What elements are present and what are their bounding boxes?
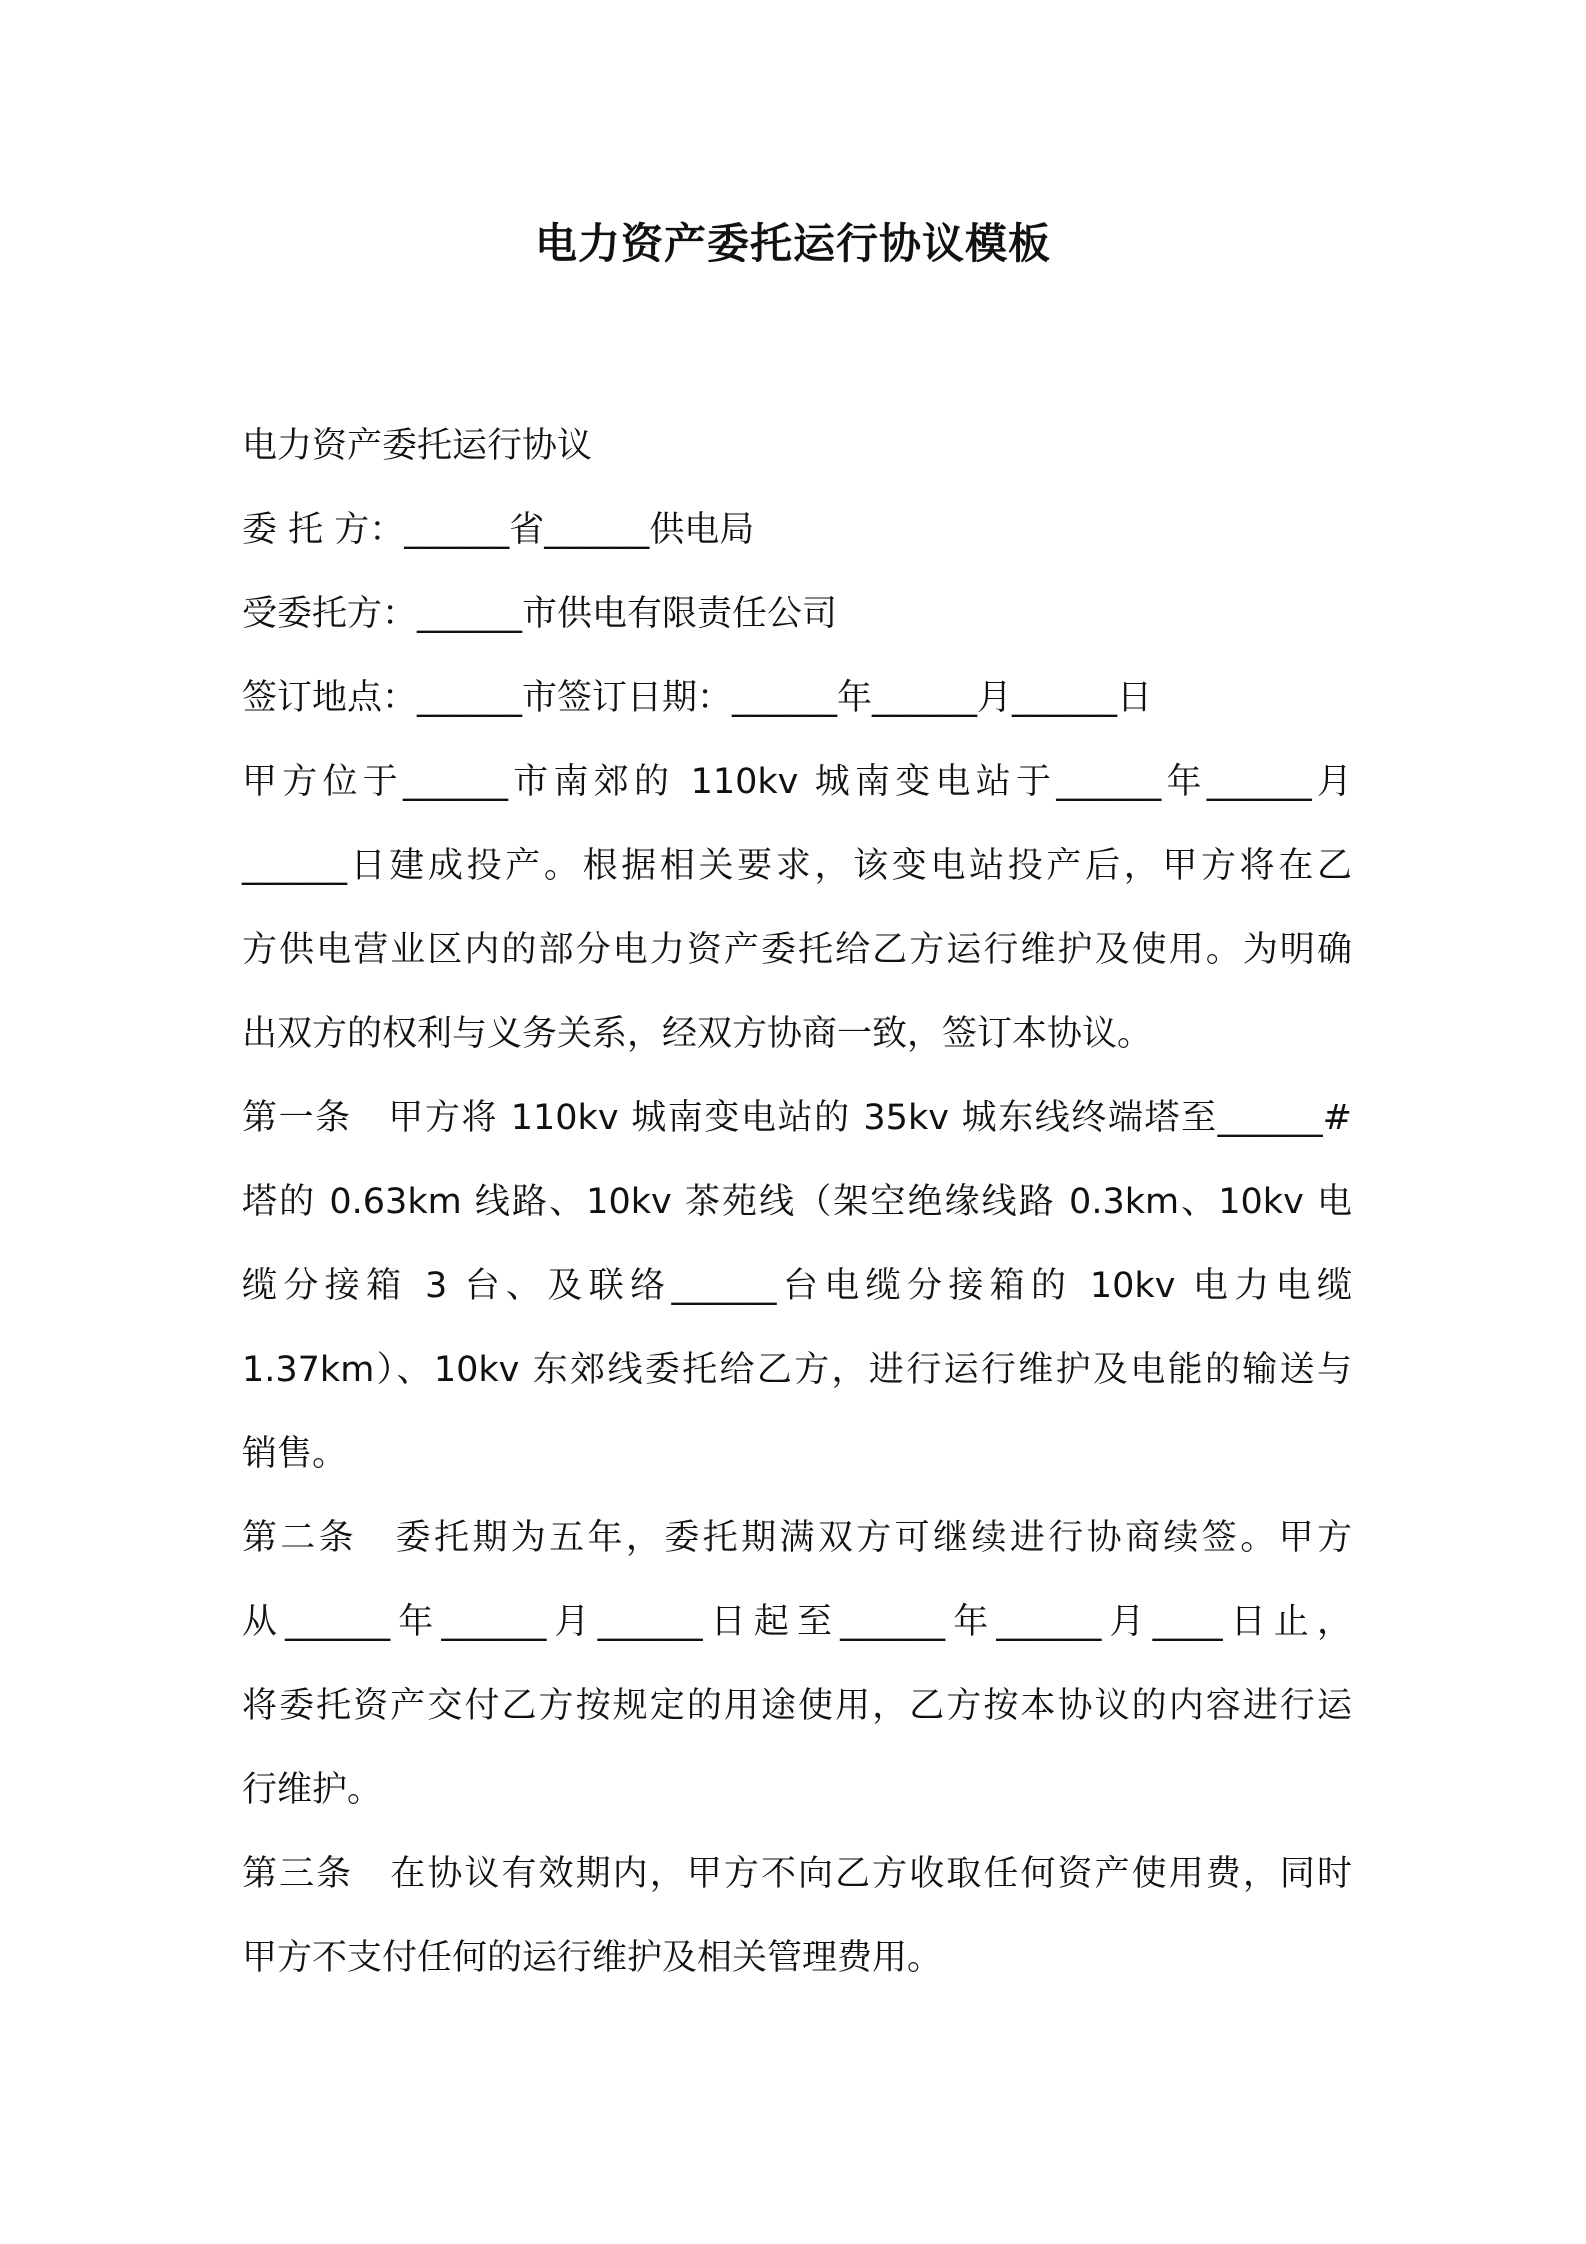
- article-1-line-5: 销售。: [242, 1434, 348, 1474]
- article-1-line-2: 塔的 0.63km 线路、10kv 茶苑线（架空绝缘线路 0.3km、10kv 电: [242, 1182, 1352, 1222]
- article-3-line-2: 甲方不支付任何的运行维护及相关管理费用。: [242, 1938, 943, 1978]
- article-3-line-1: 第三条 在协议有效期内，甲方不向乙方收取任何资产使用费，同时: [242, 1854, 1352, 1894]
- agent-party-line: 受委托方：______市供电有限责任公司: [242, 594, 838, 634]
- preamble-line-3: 方供电营业区内的部分电力资产委托给乙方运行维护及使用。为明确: [242, 930, 1352, 970]
- document-body: [242, 404, 1352, 2000]
- article-2-line-1: 第二条 委托期为五年，委托期满双方可继续进行协商续签。甲方: [242, 1518, 1352, 1558]
- article-1-line-4: 1.37km）、10kv 东郊线委托给乙方，进行运行维护及电能的输送与: [242, 1350, 1352, 1390]
- preamble-line-4: 出双方的权利与义务关系，经双方协商一致，签订本协议。: [242, 1014, 1153, 1054]
- preamble-line-2: ______日建成投产。根据相关要求，该变电站投产后，甲方将在乙: [242, 846, 1352, 886]
- preamble-line-1: 甲方位于______市南郊的 110kv 城南变电站于______年______月: [242, 762, 1352, 802]
- article-1-line-1: 第一条 甲方将 110kv 城南变电站的 35kv 城东线终端塔至______#: [242, 1098, 1352, 1138]
- agreement-heading: 电力资产委托运行协议: [242, 426, 593, 466]
- article-2-line-4: 行维护。: [242, 1770, 383, 1810]
- principal-party-line: 委 托 方：______省______供电局: [242, 510, 755, 550]
- article-2-line-2: 从______年______月______日起至______年______月____日止，: [242, 1602, 1352, 1642]
- article-2-line-3: 将委托资产交付乙方按规定的用途使用，乙方按本协议的内容进行运: [242, 1686, 1352, 1726]
- article-1-line-3: 缆分接箱 3 台、及联络______台电缆分接箱的 10kv 电力电缆: [242, 1266, 1352, 1306]
- signing-place-date-line: 签订地点：______市签订日期：______年______月______日: [242, 678, 1153, 718]
- document-title: 电力资产委托运行协议模板: [534, 219, 1051, 268]
